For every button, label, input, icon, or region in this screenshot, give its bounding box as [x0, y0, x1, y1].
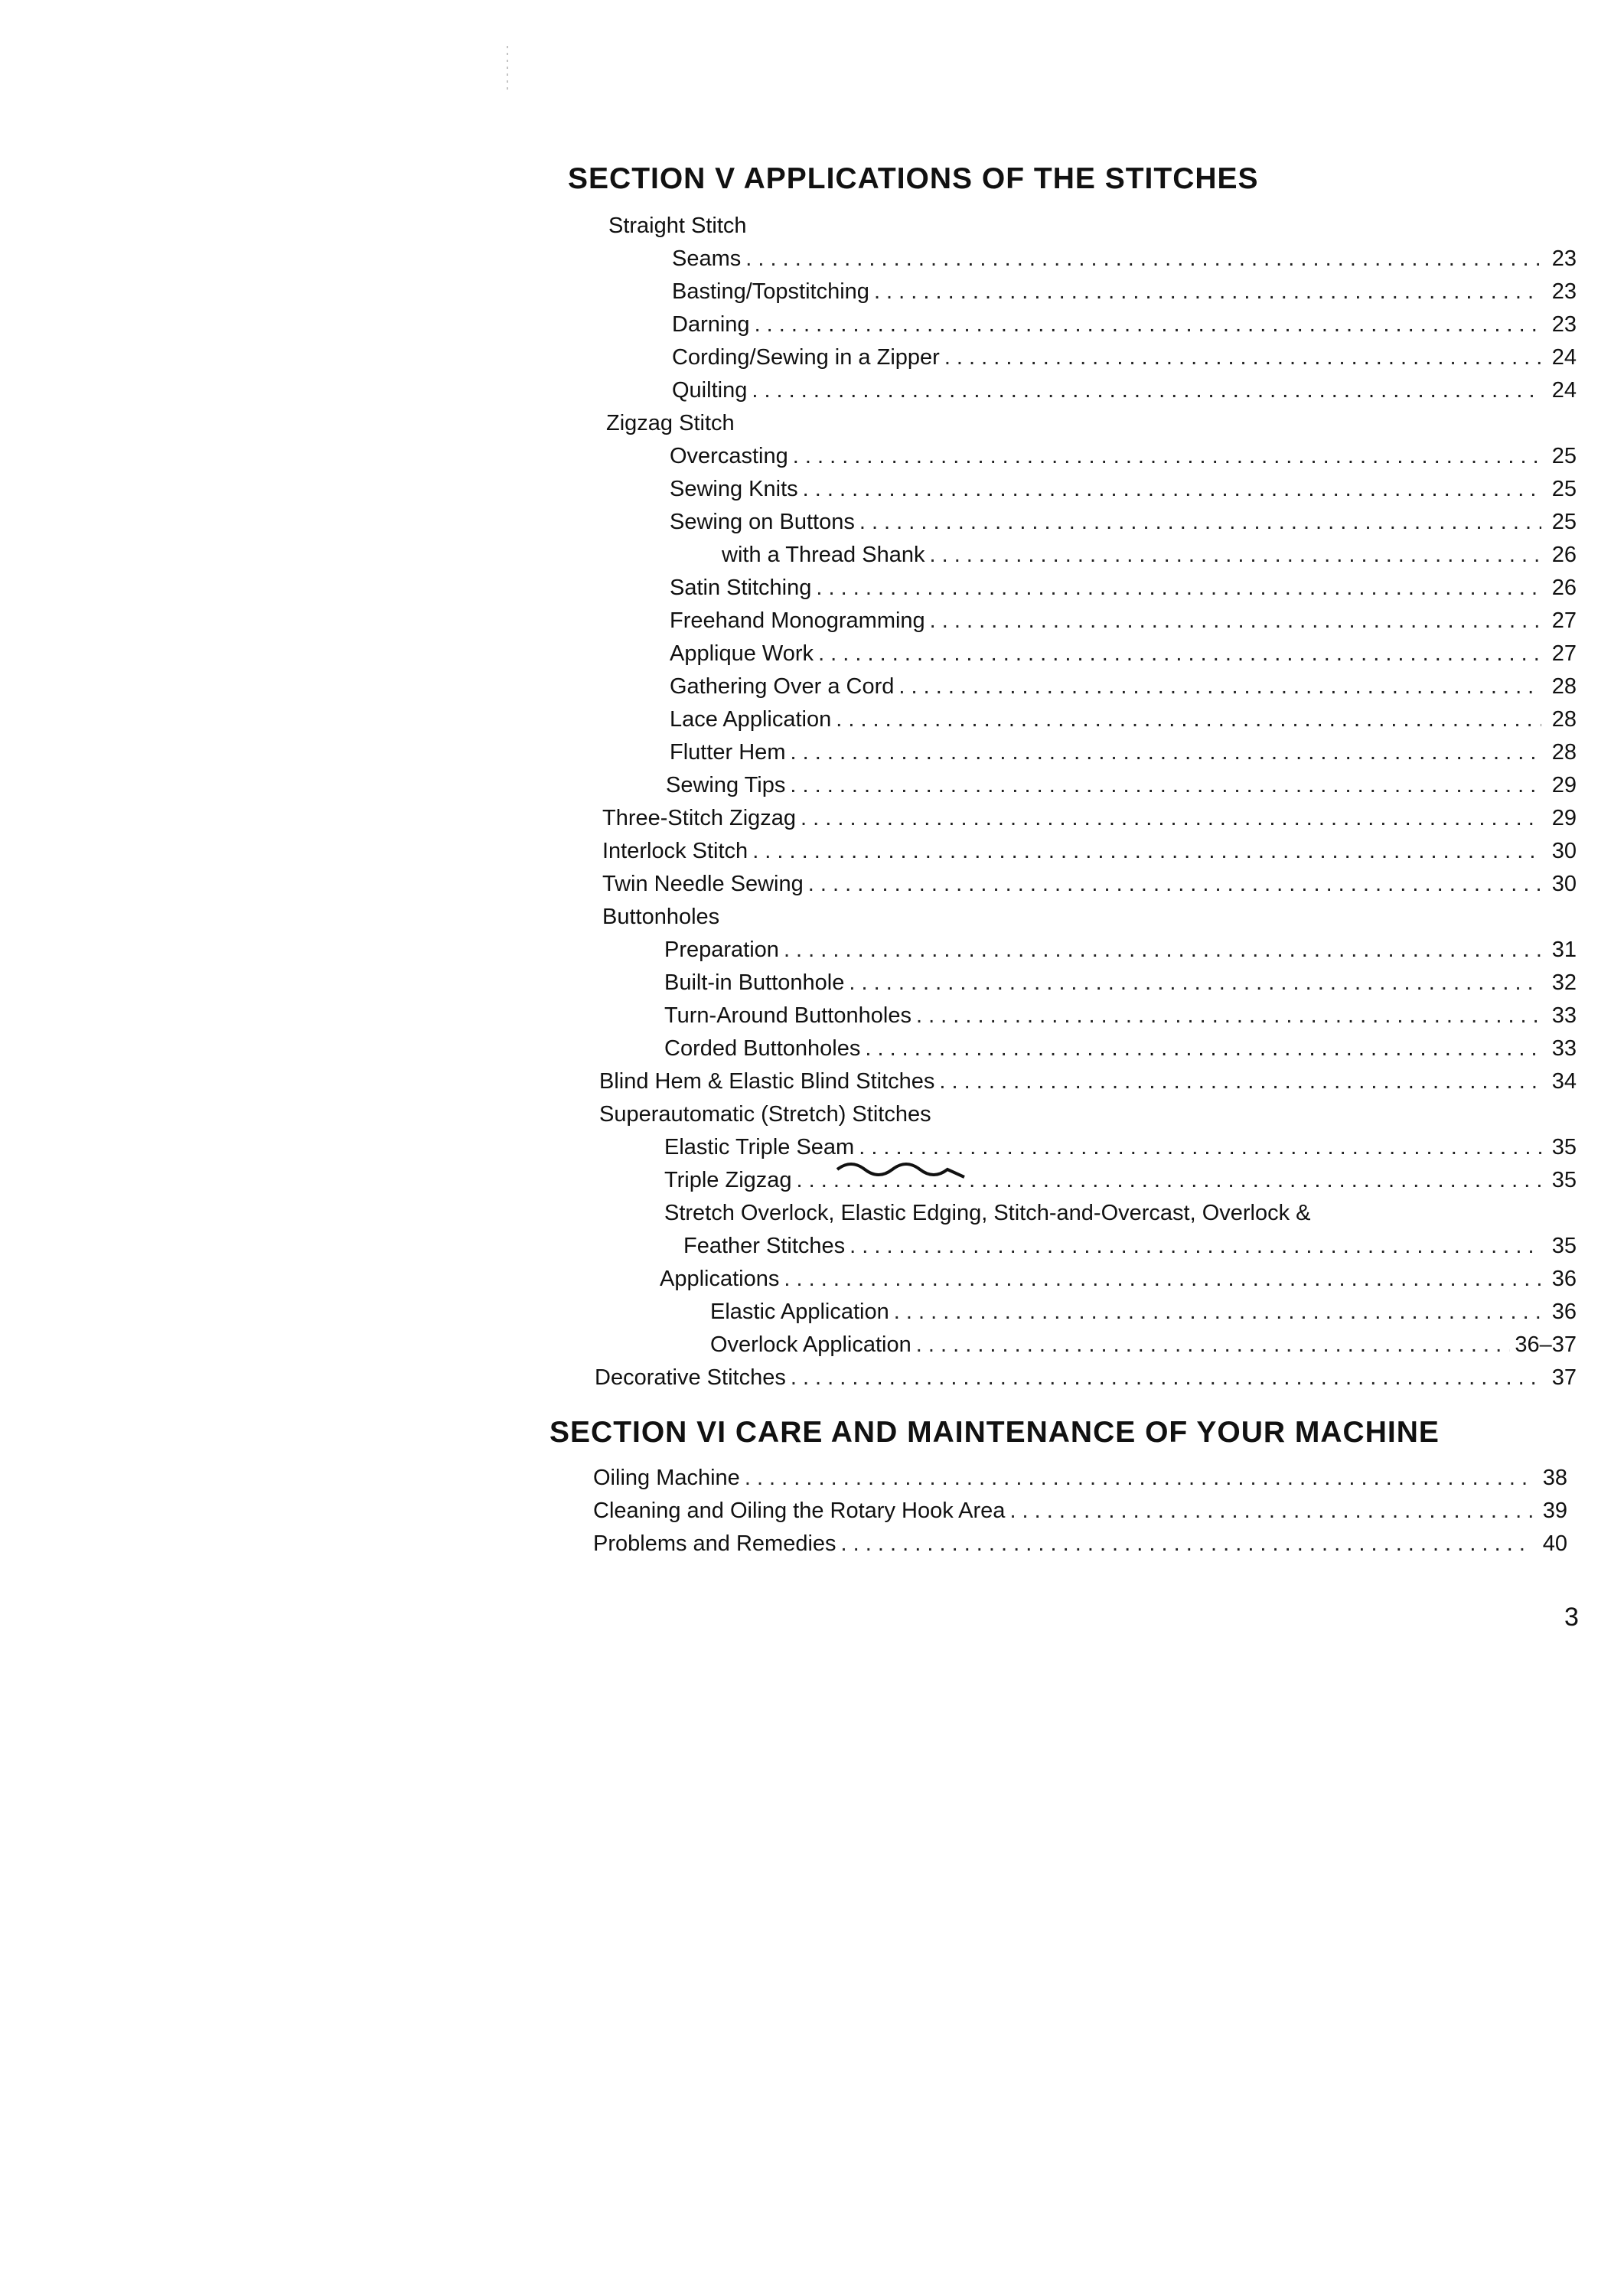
- entry-label: Flutter Hem: [670, 740, 786, 765]
- entry-page-number: 25: [1551, 444, 1577, 468]
- section-v-entry: [670, 608, 1577, 634]
- section-v-entry: [664, 1134, 1577, 1160]
- entry-label: Basting/Topstitching: [672, 279, 869, 304]
- entry-page-number: 28: [1551, 740, 1577, 765]
- entry-label: Applique Work: [670, 641, 814, 666]
- section-vi-entry: [593, 1465, 1567, 1491]
- entry-label: Satin Stitching: [670, 576, 812, 600]
- entry-page-number: 35: [1551, 1168, 1577, 1192]
- section-v-entry: [606, 410, 735, 436]
- section-v-heading: SECTION V APPLICATIONS OF THE STITCHES: [568, 162, 1259, 195]
- section-v-entry: [672, 311, 1577, 338]
- entry-page-number: 26: [1551, 576, 1577, 600]
- section-vi-entry: [593, 1531, 1567, 1557]
- entry-label: Zigzag Stitch: [606, 411, 735, 435]
- entry-label: Overlock Application: [710, 1332, 911, 1357]
- entry-label: Applications: [660, 1267, 780, 1291]
- dot-leader: [790, 739, 1541, 765]
- dot-leader: [841, 1531, 1532, 1557]
- dot-leader: [865, 1035, 1541, 1062]
- entry-page-number: 23: [1551, 246, 1577, 271]
- dot-leader: [745, 1465, 1532, 1491]
- entry-page-number: 23: [1551, 312, 1577, 337]
- entry-label: Feather Stitches: [683, 1234, 846, 1258]
- section-v-entry: [710, 1332, 1577, 1358]
- entry-page-number: 35: [1551, 1135, 1577, 1159]
- section-v-entry: [672, 377, 1577, 403]
- dot-leader: [755, 311, 1541, 338]
- section-v-entry: [602, 805, 1577, 831]
- dot-leader: [816, 575, 1541, 601]
- section-v-entry: [670, 476, 1577, 502]
- entry-label: Preparation: [664, 938, 779, 962]
- section-vi-entry: [593, 1498, 1567, 1524]
- entry-label: Sewing on Buttons: [670, 510, 855, 534]
- entry-page-number: 33: [1551, 1003, 1577, 1028]
- dot-leader: [850, 1233, 1541, 1259]
- section-v-entry: [664, 1200, 1311, 1226]
- entry-page-number: 26: [1551, 543, 1577, 567]
- section-v-entry: [710, 1299, 1577, 1325]
- section-v-entry: [664, 937, 1577, 963]
- dot-leader: [791, 1365, 1541, 1391]
- entry-label: Cording/Sewing in a Zipper: [672, 345, 940, 370]
- dot-leader: [793, 443, 1541, 469]
- dot-leader: [818, 641, 1541, 667]
- section-v-entry: [664, 970, 1577, 996]
- entry-label: Three-Stitch Zigzag: [602, 806, 797, 830]
- dot-leader: [894, 1299, 1541, 1325]
- section-v-entry: [660, 1266, 1577, 1292]
- dot-leader: [944, 344, 1541, 370]
- entry-label: Problems and Remedies: [593, 1531, 836, 1556]
- entry-label: Built-in Buttonhole: [664, 970, 845, 995]
- section-v-entry: [670, 641, 1577, 667]
- section-v-entry: [664, 1167, 1577, 1193]
- dot-leader: [752, 838, 1541, 864]
- entry-label: Cleaning and Oiling the Rotary Hook Area: [593, 1499, 1006, 1523]
- dot-leader: [745, 246, 1541, 272]
- section-v-entry: [722, 542, 1577, 568]
- scan-edge-mark: [507, 46, 508, 92]
- page-number: 3: [1564, 1603, 1579, 1632]
- dot-leader: [1009, 1498, 1532, 1524]
- entry-label: Corded Buttonholes: [664, 1036, 861, 1061]
- section-v-entry: [599, 1068, 1577, 1094]
- entry-label: Interlock Stitch: [602, 839, 748, 863]
- section-vi-heading: SECTION VI CARE AND MAINTENANCE OF YOUR MACHINE: [549, 1416, 1440, 1449]
- entry-page-number: 27: [1551, 608, 1577, 633]
- section-v-entry: [608, 213, 747, 239]
- dot-leader: [898, 673, 1541, 700]
- entry-page-number: 36–37: [1515, 1332, 1577, 1357]
- entry-page-number: 30: [1551, 839, 1577, 863]
- entry-label: Triple Zigzag: [664, 1168, 792, 1192]
- entry-page-number: 25: [1551, 510, 1577, 534]
- entry-label: Seams: [672, 246, 742, 271]
- entry-page-number: 32: [1551, 970, 1577, 995]
- entry-page-number: 40: [1542, 1531, 1567, 1556]
- entry-page-number: 31: [1551, 938, 1577, 962]
- section-v-entry: [602, 871, 1577, 897]
- entry-page-number: 24: [1551, 345, 1577, 370]
- section-v-entry: [664, 1035, 1577, 1062]
- dot-leader: [803, 476, 1541, 502]
- entry-page-number: 36: [1551, 1300, 1577, 1324]
- entry-page-number: 35: [1551, 1234, 1577, 1258]
- dot-leader: [790, 772, 1541, 798]
- section-v-entry: [670, 706, 1577, 732]
- entry-page-number: 36: [1551, 1267, 1577, 1291]
- entry-label: Elastic Application: [710, 1300, 889, 1324]
- section-v-entry: [670, 509, 1577, 535]
- entry-page-number: 23: [1551, 279, 1577, 304]
- entry-label: Lace Application: [670, 707, 832, 732]
- entry-label: Gathering Over a Cord: [670, 674, 895, 699]
- entry-label: Elastic Triple Seam: [664, 1135, 855, 1159]
- section-v-entry: [595, 1365, 1577, 1391]
- entry-label: Sewing Tips: [666, 773, 786, 797]
- entry-label: Decorative Stitches: [595, 1365, 786, 1390]
- section-v-entry: [670, 673, 1577, 700]
- section-v-entry: [672, 279, 1577, 305]
- dot-leader: [930, 608, 1541, 634]
- section-v-entry: [664, 1003, 1577, 1029]
- dot-leader: [801, 805, 1541, 831]
- dot-leader: [916, 1003, 1541, 1029]
- entry-label: Stretch Overlock, Elastic Edging, Stitch-and-Overcast, Overlock &: [664, 1201, 1311, 1225]
- section-v-entry: [670, 443, 1577, 469]
- section-v-entry: [683, 1233, 1577, 1259]
- entry-label: Oiling Machine: [593, 1466, 740, 1490]
- dot-leader: [929, 542, 1541, 568]
- section-v-entry: [666, 772, 1577, 798]
- entry-page-number: 25: [1551, 477, 1577, 501]
- dot-leader: [859, 509, 1541, 535]
- section-v-entry: [670, 739, 1577, 765]
- entry-page-number: 29: [1551, 806, 1577, 830]
- entry-page-number: 34: [1551, 1069, 1577, 1094]
- entry-label: Sewing Knits: [670, 477, 798, 501]
- entry-label: Overcasting: [670, 444, 788, 468]
- entry-page-number: 30: [1551, 872, 1577, 896]
- entry-page-number: 24: [1551, 378, 1577, 403]
- entry-label: Straight Stitch: [608, 214, 747, 238]
- section-v-entry: [672, 344, 1577, 370]
- section-v-entry: [602, 904, 719, 930]
- entry-page-number: 27: [1551, 641, 1577, 666]
- entry-page-number: 38: [1542, 1466, 1567, 1490]
- entry-label: Freehand Monogramming: [670, 608, 925, 633]
- section-v-entry: [670, 575, 1577, 601]
- dot-leader: [784, 937, 1541, 963]
- section-v-entry: [599, 1101, 931, 1127]
- dot-leader: [849, 970, 1541, 996]
- dot-leader: [784, 1266, 1541, 1292]
- section-v-entry: [602, 838, 1577, 864]
- entry-label: Buttonholes: [602, 905, 720, 929]
- dot-leader: [939, 1068, 1541, 1094]
- entry-label: Darning: [672, 312, 750, 337]
- section-v-entry: [672, 246, 1577, 272]
- dot-leader: [808, 871, 1541, 897]
- dot-leader: [836, 706, 1541, 732]
- entry-page-number: 28: [1551, 707, 1577, 732]
- dot-leader: [874, 279, 1541, 305]
- entry-label: Turn-Around Buttonholes: [664, 1003, 911, 1028]
- stitch-squiggle-mark: [834, 1154, 972, 1185]
- dot-leader: [916, 1332, 1511, 1358]
- entry-label: Twin Needle Sewing: [602, 872, 804, 896]
- entry-page-number: 37: [1551, 1365, 1577, 1390]
- entry-page-number: 39: [1542, 1499, 1567, 1523]
- entry-label: Superautomatic (Stretch) Stitches: [599, 1102, 931, 1127]
- entry-page-number: 29: [1551, 773, 1577, 797]
- entry-label: Quilting: [672, 378, 748, 403]
- entry-label: Blind Hem & Elastic Blind Stitches: [599, 1069, 935, 1094]
- entry-label: with a Thread Shank: [722, 543, 925, 567]
- dot-leader: [752, 377, 1541, 403]
- entry-page-number: 33: [1551, 1036, 1577, 1061]
- entry-page-number: 28: [1551, 674, 1577, 699]
